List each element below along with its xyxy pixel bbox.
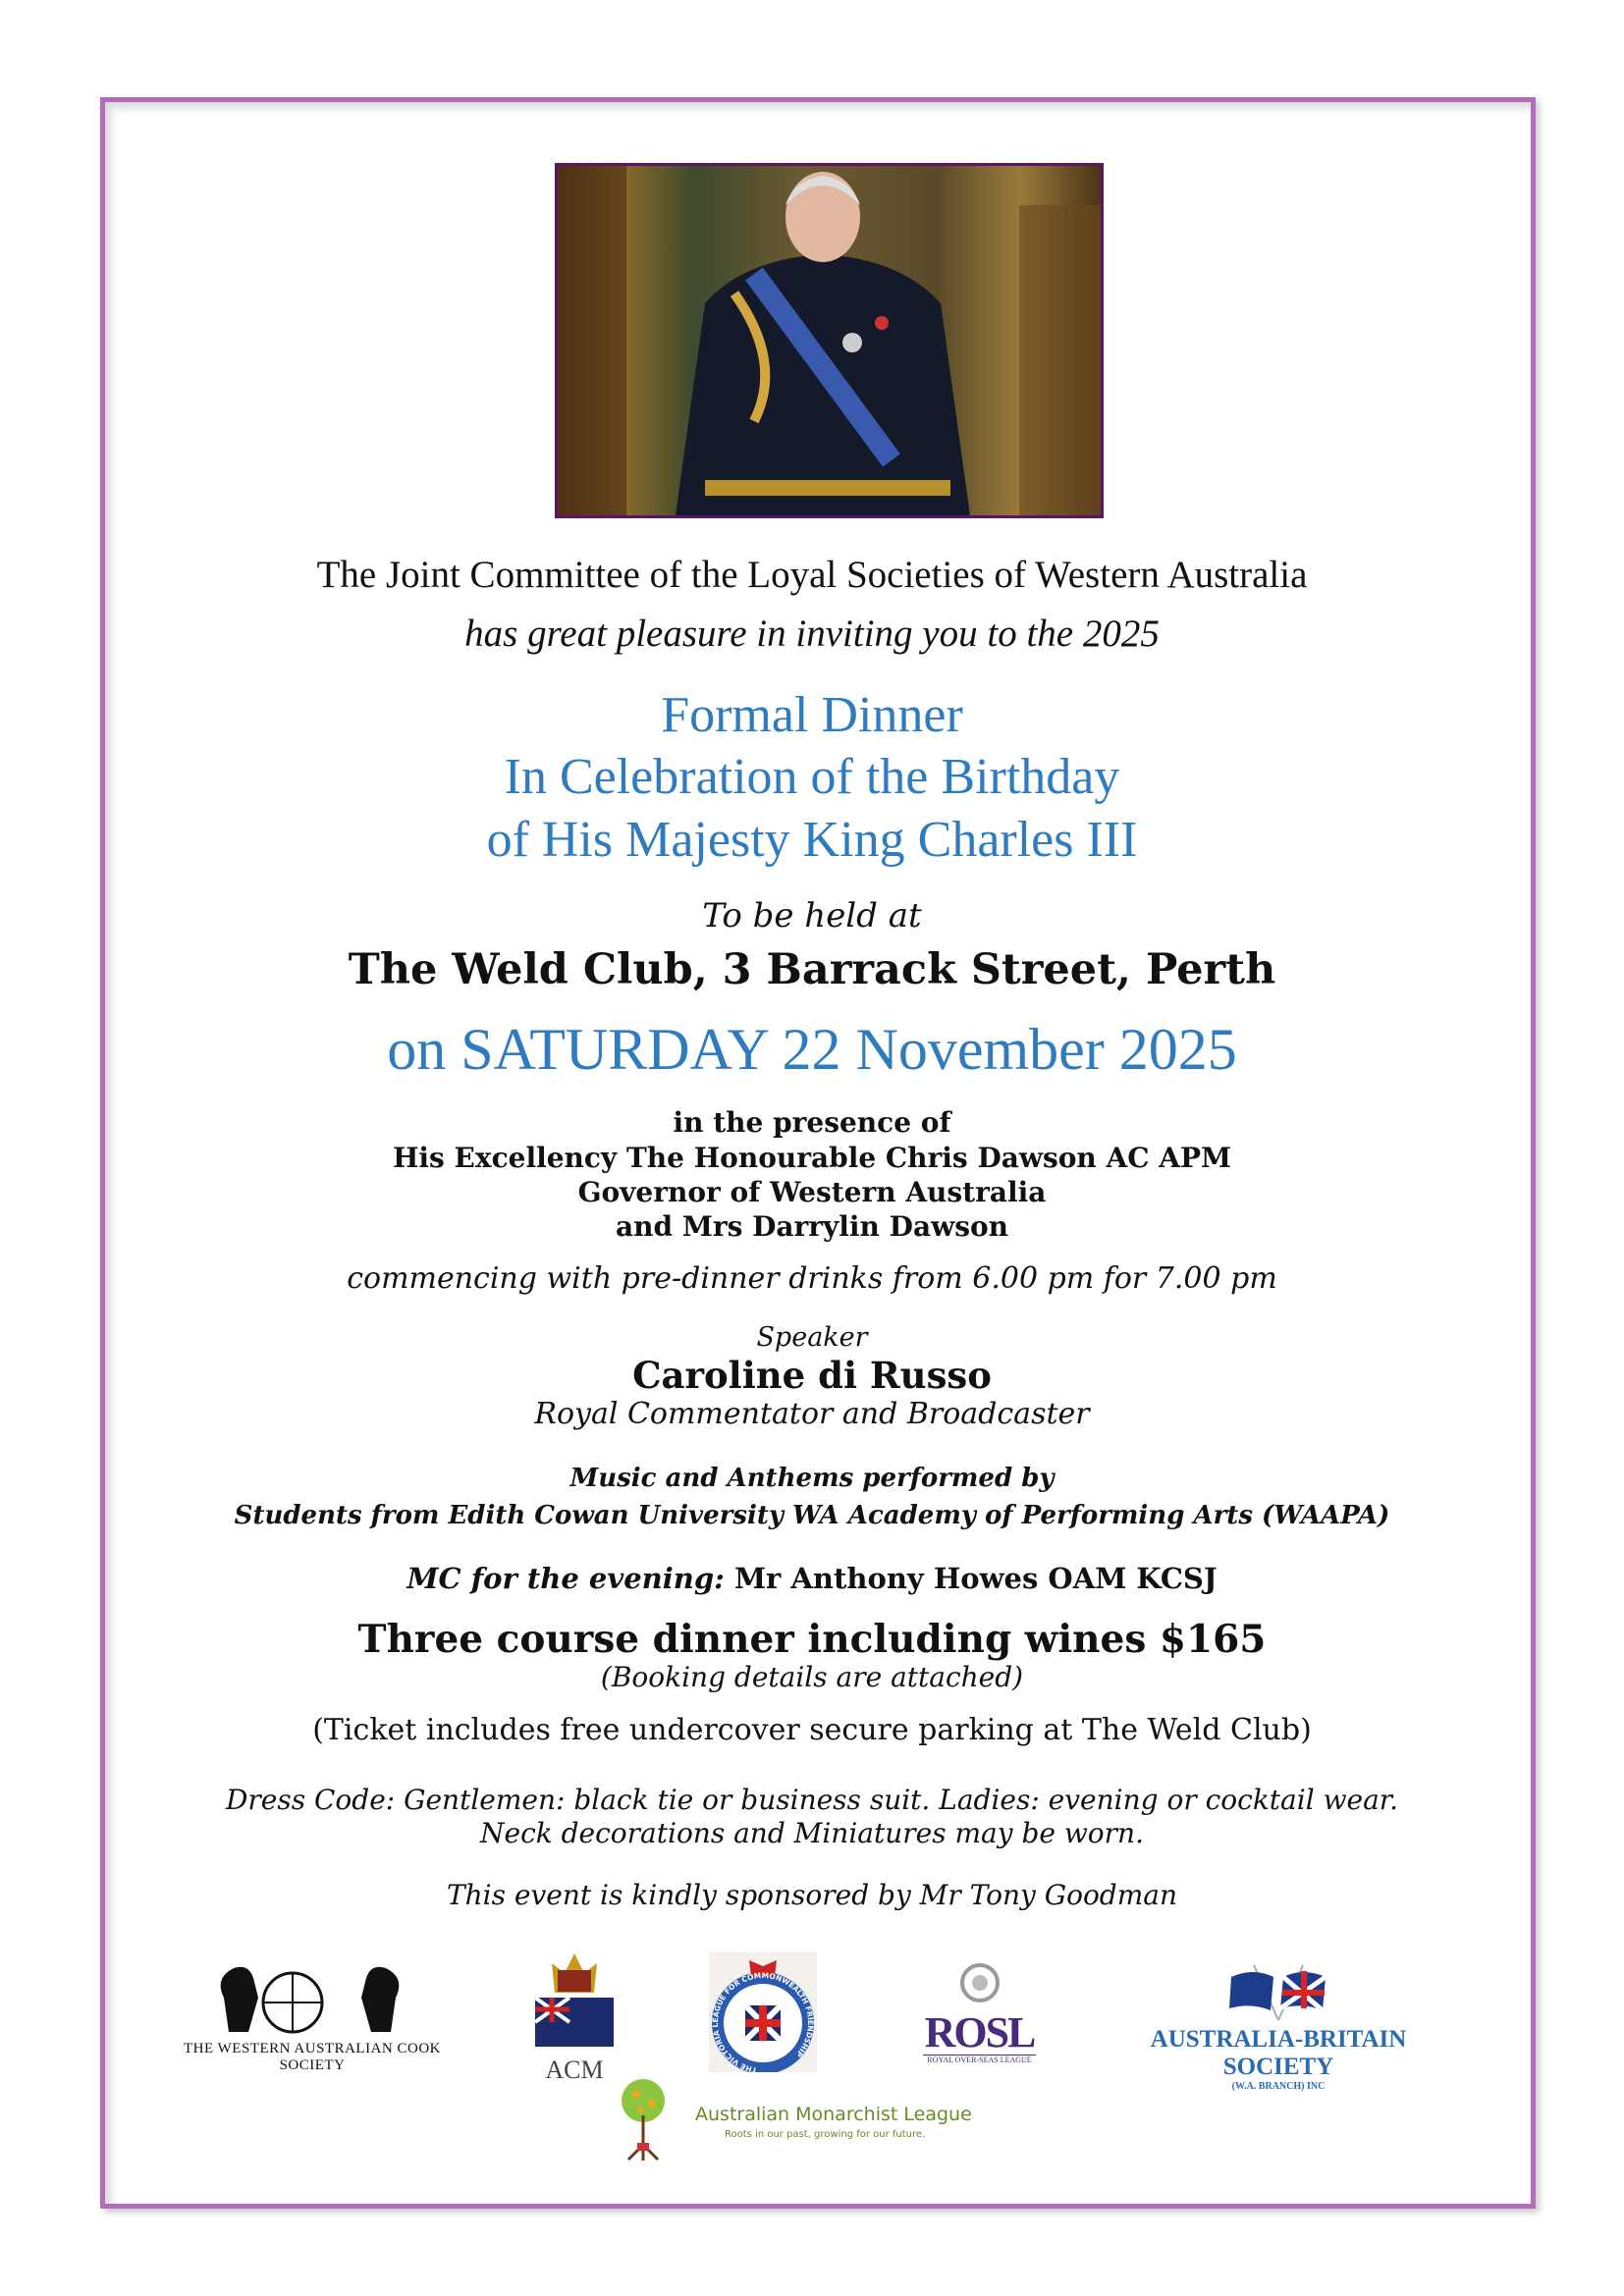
- rosl-sub-label: ROYAL OVER-SEAS LEAGUE: [923, 2055, 1036, 2064]
- victoria-league-label: THE VICTORIA LEAGUE FOR COMMONWEALTH FRIENDSHIP: [710, 1970, 816, 2072]
- presence-line-2: Governor of Western Australia: [577, 1176, 1047, 1208]
- invitation-line: has great pleasure in inviting you to the 2025: [464, 613, 1160, 655]
- acm-label: ACM: [545, 2056, 604, 2084]
- mc-name: Mr Anthony Howes OAM KCSJ: [724, 1562, 1218, 1595]
- timing-line: commencing with pre-dinner drinks from 6.00 pm for 7.00 pm: [347, 1261, 1277, 1296]
- committee-heading: The Joint Committee of the Loyal Societies of Western Australia: [316, 554, 1308, 596]
- monarchist-league-logo: [609, 2076, 1001, 2164]
- speaker-role: Royal Commentator and Broadcaster: [534, 1397, 1090, 1431]
- mc-line: [0, 1562, 1624, 1595]
- abs-label: AUSTRALIA-BRITAIN SOCIETY: [1150, 2026, 1407, 2080]
- australia-britain-society-logo: [1102, 1963, 1455, 2092]
- event-title-line-2: In Celebration of the Birthday: [504, 749, 1120, 805]
- sponsor-line: This event is kindly sponsored by Mr Tony Goodman: [446, 1879, 1178, 1911]
- dress-code-line-1: Dress Code: Gentlemen: black tie or business suit. Ladies: evening or cocktail wear.: [225, 1784, 1399, 1816]
- abs-sub-label: (W.A. BRANCH) INC: [1231, 2081, 1326, 2092]
- parking-note: (Ticket includes free undercover secure parking at The Weld Club): [312, 1713, 1312, 1747]
- event-date: on SATURDAY 22 November 2025: [387, 1017, 1237, 1082]
- rosl-logo: [923, 1958, 1036, 2081]
- event-title-line-3: of His Majesty King Charles III: [486, 812, 1138, 868]
- presence-line-3: and Mrs Darrylin Dawson: [616, 1210, 1008, 1243]
- presence-label: in the presence of: [673, 1106, 951, 1139]
- event-title-line-1: Formal Dinner: [661, 687, 963, 743]
- held-at-label: To be held at: [702, 896, 922, 935]
- speaker-name: Caroline di Russo: [632, 1354, 992, 1397]
- aml-label: Australian Monarchist League: [695, 2104, 972, 2125]
- rosl-label: ROSL: [924, 2008, 1035, 2056]
- dress-code-line-2: Neck decorations and Miniatures may be worn.: [480, 1817, 1144, 1849]
- speaker-label: Speaker: [756, 1322, 868, 1353]
- acm-logo: [530, 1949, 619, 2086]
- dinner-price: Three course dinner including wines $165: [357, 1617, 1267, 1662]
- music-performers: Students from Edith Cowan University WA Academy of Performing Arts (WAAPA): [234, 1501, 1390, 1530]
- venue: The Weld Club, 3 Barrack Street, Perth: [348, 945, 1276, 994]
- booking-note: (Booking details are attached): [600, 1661, 1024, 1693]
- mc-label: MC for the evening:: [406, 1562, 725, 1595]
- music-label: Music and Anthems performed by: [569, 1464, 1055, 1493]
- cook-society-logo: [155, 1958, 469, 2073]
- presence-line-1: His Excellency The Honourable Chris Dawson AC APM: [392, 1142, 1232, 1174]
- aml-tagline: Roots in our past, growing for our future.: [725, 2129, 926, 2140]
- victoria-league-logo: [709, 1952, 817, 2072]
- cook-society-label: THE WESTERN AUSTRALIAN COOK SOCIETY: [184, 2041, 441, 2073]
- king-portrait-photo: [555, 163, 1104, 518]
